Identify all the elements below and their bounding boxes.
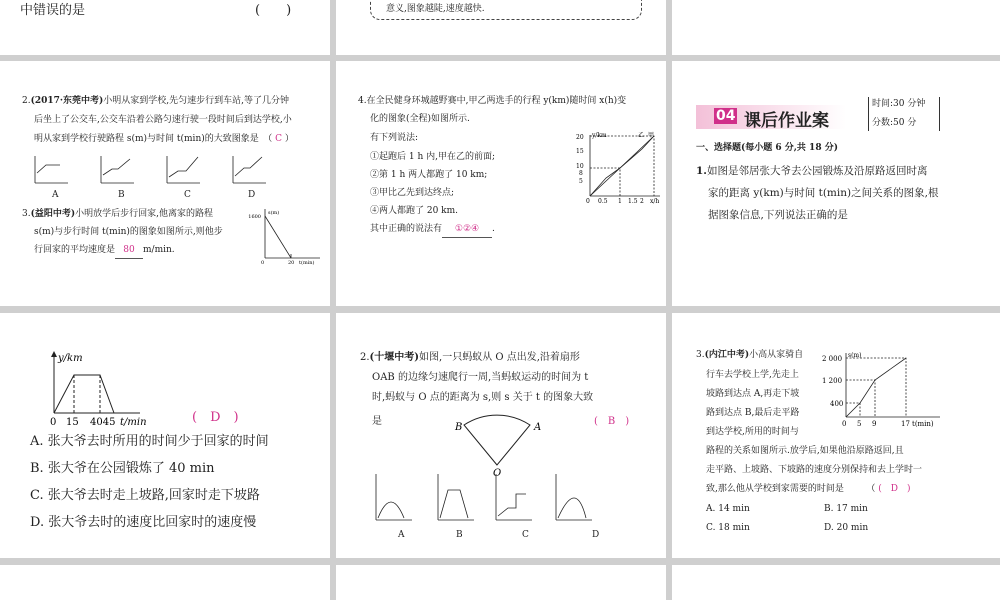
- q4-item-2: ②第 1 h 两人都跑了 10 km;: [370, 170, 488, 180]
- svg-text:400: 400: [830, 400, 844, 408]
- q4-line1: 4.在全民健身环城越野赛中,甲乙两选手的行程 y(km)随时间 x(h)变: [358, 96, 627, 106]
- svg-text:9: 9: [872, 420, 877, 428]
- section-badge: [696, 105, 846, 129]
- q4-label-jia: 甲: [648, 132, 655, 139]
- q2-option-a: A: [52, 190, 59, 200]
- q4-x-unit: x/h: [650, 198, 660, 205]
- q2b-answer: ( B ): [594, 416, 630, 427]
- q3-x-tick: 20: [288, 260, 295, 266]
- sector-figure: [452, 405, 572, 477]
- q1-option-b: B. 张大爷在公园锻炼了 40 min: [30, 461, 215, 476]
- q4-line2: 化的图象(全程)如图所示.: [370, 114, 470, 124]
- svg-text:0: 0: [50, 417, 57, 428]
- svg-text:A: A: [534, 422, 542, 433]
- q1-y-unit: y/km: [58, 353, 83, 364]
- q1-option-d: D. 张大爷去时的速度比回家时的速度慢: [30, 515, 257, 530]
- svg-text:0.5: 0.5: [598, 198, 608, 205]
- svg-text:5: 5: [857, 420, 862, 428]
- q1-x-unit: t/min: [120, 417, 147, 428]
- q4-item-3: ③甲比乙先到达终点;: [370, 188, 455, 198]
- svg-text:4045: 4045: [90, 417, 116, 428]
- q2b-line3: 时,蚂蚁与 O 点的距离为 s,则 s 关于 t 的图象大致: [372, 392, 594, 403]
- q4-conclusion: 其中正确的说法有 ①②④ .: [370, 222, 495, 238]
- svg-text:0: 0: [842, 420, 847, 428]
- score-total: 分数:50 分: [872, 118, 917, 128]
- section-number: 04: [716, 108, 736, 124]
- q3b-option-a: A. 14 min: [706, 504, 750, 514]
- q1-answer: ( D ): [192, 410, 239, 425]
- svg-text:O: O: [493, 468, 502, 479]
- q3-line2: s(m)与步行时间 t(min)的图象如图所示,则他步: [34, 227, 223, 237]
- q3-y-unit: s(m): [268, 210, 280, 216]
- q3b-y-unit: s(m): [848, 352, 862, 359]
- q3b-option-b: B. 17 min: [824, 504, 868, 514]
- q2b-option-c: C: [522, 530, 529, 540]
- q4-line3: 有下列说法:: [370, 133, 419, 143]
- q1-line1: 1.如图是邻居张大爷去公园锻炼及沿原路返回时离: [696, 165, 928, 177]
- q2-option-d: D: [248, 190, 256, 200]
- q1-line2: 家的距离 y(km)与时间 t(min)之间关系的图象,根: [708, 187, 939, 199]
- q2b-option-b: B: [456, 530, 463, 540]
- q3-y-tick: 1600: [248, 214, 261, 220]
- q1-option-a: A. 张大爷去时所用的时间少于回家的时间: [30, 434, 269, 449]
- q3b-line4: 路到达点 B,最后走平路: [706, 408, 800, 418]
- q3-origin: 0: [261, 260, 265, 266]
- q4-graph: [572, 131, 667, 211]
- q3b-line8: 致,那么他从学校到家需要的时间是 （ ( D ): [706, 484, 911, 494]
- q2b-line2: OAB 的边缘匀速爬行一周,当蚂蚁运动的时间为 t: [372, 372, 589, 383]
- q3b-option-c: C. 18 min: [706, 523, 750, 533]
- svg-text:1: 1: [618, 198, 622, 205]
- svg-text:5: 5: [579, 178, 583, 185]
- panel-bottom-left: [0, 565, 330, 600]
- panel-top-left: [0, 0, 330, 55]
- q3b-line6: 路程的关系如图所示.放学后,如果他沿原路返回,且: [706, 446, 904, 456]
- q3-graph: [248, 206, 325, 266]
- tip-text: 意义,图象越陡,速度越快.: [386, 4, 485, 14]
- q2b-option-a: A: [398, 530, 405, 540]
- svg-text:15: 15: [66, 417, 79, 428]
- svg-text:B: B: [455, 422, 463, 433]
- svg-text:10: 10: [576, 163, 584, 170]
- q4-label-yi: 乙: [638, 132, 645, 139]
- panel-bottom-middle: [336, 565, 666, 600]
- question-tail: 中错误的是: [20, 3, 86, 18]
- section-title: 课后作业案: [744, 111, 829, 131]
- q3b-line1: 3.(内江中考)小高从家骑自: [696, 350, 804, 360]
- panel-q2-q3: [0, 61, 330, 306]
- q3b-line2: 行车去学校上学,先走上: [706, 370, 799, 380]
- q2b-line1: 2.(十堰中考)如图,一只蚂蚁从 O 点出发,沿着扇形: [360, 352, 580, 363]
- q4-item-4: ④两人都跑了 20 km.: [370, 206, 459, 216]
- panel-top-right: [672, 0, 1000, 55]
- q1-graph: [40, 351, 190, 431]
- q2-option-b: B: [118, 190, 125, 200]
- q3b-x-unit: t(min): [912, 420, 934, 428]
- svg-text:0: 0: [586, 198, 590, 205]
- time-limit: 时间:30 分钟: [872, 99, 926, 109]
- svg-text:2 000: 2 000: [822, 355, 843, 363]
- q2b-line4: 是: [372, 416, 382, 427]
- panel-bottom-right: [672, 565, 1000, 600]
- panel-homework-header: [672, 61, 1000, 306]
- answer-paren: ( ): [255, 3, 292, 18]
- q1-line3: 据图象信息,下列说法正确的是: [708, 209, 848, 221]
- panel-q2-ant: [336, 313, 666, 558]
- q3b-option-d: D. 20 min: [824, 523, 869, 533]
- panel-q1-continued: [0, 313, 330, 558]
- svg-text:15: 15: [576, 148, 584, 155]
- q4-y-unit: y/km: [592, 132, 607, 139]
- q3-line1: 3.(益阳中考)小明放学后步行回家,他离家的路程: [22, 209, 213, 219]
- q2b-option-graphs: [366, 468, 666, 530]
- q4-item-1: ①起跑后 1 h 内,甲在乙的前面;: [370, 152, 495, 162]
- svg-text:20: 20: [576, 134, 584, 141]
- q3-x-unit: t(min): [299, 260, 315, 266]
- q3b-line7: 走平路、上坡路、下坡路的速度分别保持和去上学时一: [706, 465, 923, 475]
- q2-option-c: C: [184, 190, 191, 200]
- q1-option-c: C. 张大爷去时走上坡路,回家时走下坡路: [30, 488, 260, 503]
- q2-option-graphs: [0, 151, 330, 211]
- panel-q4: [336, 61, 666, 306]
- q3b-line5: 到达学校,所用的时间与: [706, 427, 799, 437]
- svg-text:2: 2: [640, 198, 644, 205]
- svg-text:1 200: 1 200: [822, 377, 843, 385]
- q2-line3: 明从家到学校行驶路程 s(m)与时间 t(min)的大致图象是 （ C ）: [34, 134, 294, 144]
- panel-q3-bike: [672, 313, 1000, 558]
- q2b-option-d: D: [592, 530, 600, 540]
- svg-text:1.5: 1.5: [628, 198, 638, 205]
- q2-line1: 2.(2017·东莞中考)小明从家到学校,先匀速步行到车站,等了几分钟: [22, 96, 290, 106]
- panel-top-middle: [336, 0, 666, 55]
- svg-text:17: 17: [901, 420, 910, 428]
- svg-text:8: 8: [579, 170, 583, 177]
- q2-line2: 后坐上了公交车,公交车沿着公路匀速行驶一段时间后到达学校,小: [34, 115, 292, 125]
- q3b-line3: 坡路到达点 A,再走下坡: [706, 389, 800, 399]
- q3-line3: 行回家的平均速度是 80 m/min.: [34, 243, 175, 259]
- q3b-graph: [820, 349, 950, 429]
- section-heading: 一、选择题(每小题 6 分,共 18 分): [696, 143, 838, 153]
